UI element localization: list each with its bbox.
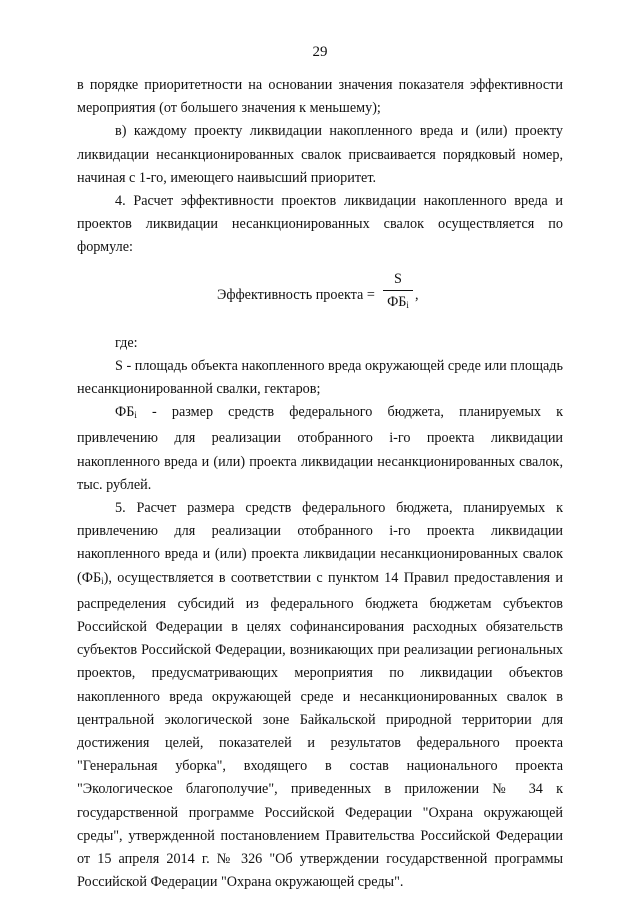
- where-label: где:: [115, 334, 138, 351]
- paragraph-item-4: 4. Расчет эффективности проектов ликвидации накопленного вреда и проектов ликвидации несанкционированных свалок осуществляется по формуле:: [77, 193, 563, 256]
- denominator-symbol: ФБ: [387, 293, 407, 310]
- denominator-subscript: i: [406, 299, 409, 310]
- formula-denominator: [383, 292, 413, 315]
- paragraph-item-v: в) каждому проекту ликвидации накопленного вреда и (или) проекту ликвидации несанкционированных свалок присваивается порядковый номер, начиная с 1-го, имеющего наивысший приоритет.: [77, 123, 563, 186]
- document-body: [77, 74, 563, 895]
- paragraph-priority-order: в порядке приоритетности на основании значения показателя эффективности мероприятия (от большего значения к меньшему);: [77, 77, 563, 117]
- formula-label: [217, 284, 375, 307]
- fb-subscript: i: [134, 410, 137, 421]
- page-number: 29: [312, 44, 328, 60]
- item-5-text-part2: ), осуществляется в соответствии с пунктом 14 Правил предоставления и распределения субсидий из федерального бюджета бюджетам субъектов Российской Федерации в целях софинансирования расходных обязательств субъектов Российской Федерации, возникающих при реализации региональных проектов, предусматривающих мероприятия по ликвидации объектов накопленного вреда окружающей среде и несанкционированных свалок в центральной экологической зоне Байкальской природной территории для достижения целей, показателей и результатов федерального проекта "Генеральная уборка", входящего в состав национального проекта "Экологическое благополучие", приведенных в приложении № 34 к государственной программе Российской Федерации "Охрана окружающей среды", утвержденной постановлением Правительства Российской Федерации от 15 апреля 2014 г. № 326 "Об утверждении государственной программы Российской Федерации "Охрана окружающей среды".: [77, 569, 563, 891]
- definition-s: S - площадь объекта накопленного вреда окружающей среде или площадь несанкционированной свалки, гектаров;: [77, 357, 563, 398]
- formula-numerator: S: [394, 270, 402, 287]
- formula-fraction: [383, 269, 413, 315]
- fb-symbol: ФБ: [115, 404, 135, 421]
- definition-fb: [77, 401, 563, 497]
- fraction-bar: [383, 290, 413, 291]
- fb-definition-text: - размер средств федерального бюджета, планируемых к привлечению для реализации отобранного i-го проекта ликвидации накопленного вреда и (или) проекта ликвидации несанкционированных свалок, тыс. рублей.: [77, 404, 563, 493]
- item-5-fb-subscript: i: [101, 575, 104, 586]
- formula-trailing-comma: ,: [415, 286, 419, 303]
- item-5-text-part1: 5. Расчет размера средств федерального бюджета, планируемых к привлечению для реализации отобранного i-го проекта ликвидации накопленного вреда и (или) проекта ликвидации несанкционированных свалок (: [77, 500, 563, 586]
- efficiency-formula: [77, 260, 563, 332]
- paragraph-item-5: [77, 497, 563, 894]
- item-5-fb-symbol: ФБ: [81, 569, 102, 586]
- formula-label-text: Эффективность проекта =: [217, 286, 375, 303]
